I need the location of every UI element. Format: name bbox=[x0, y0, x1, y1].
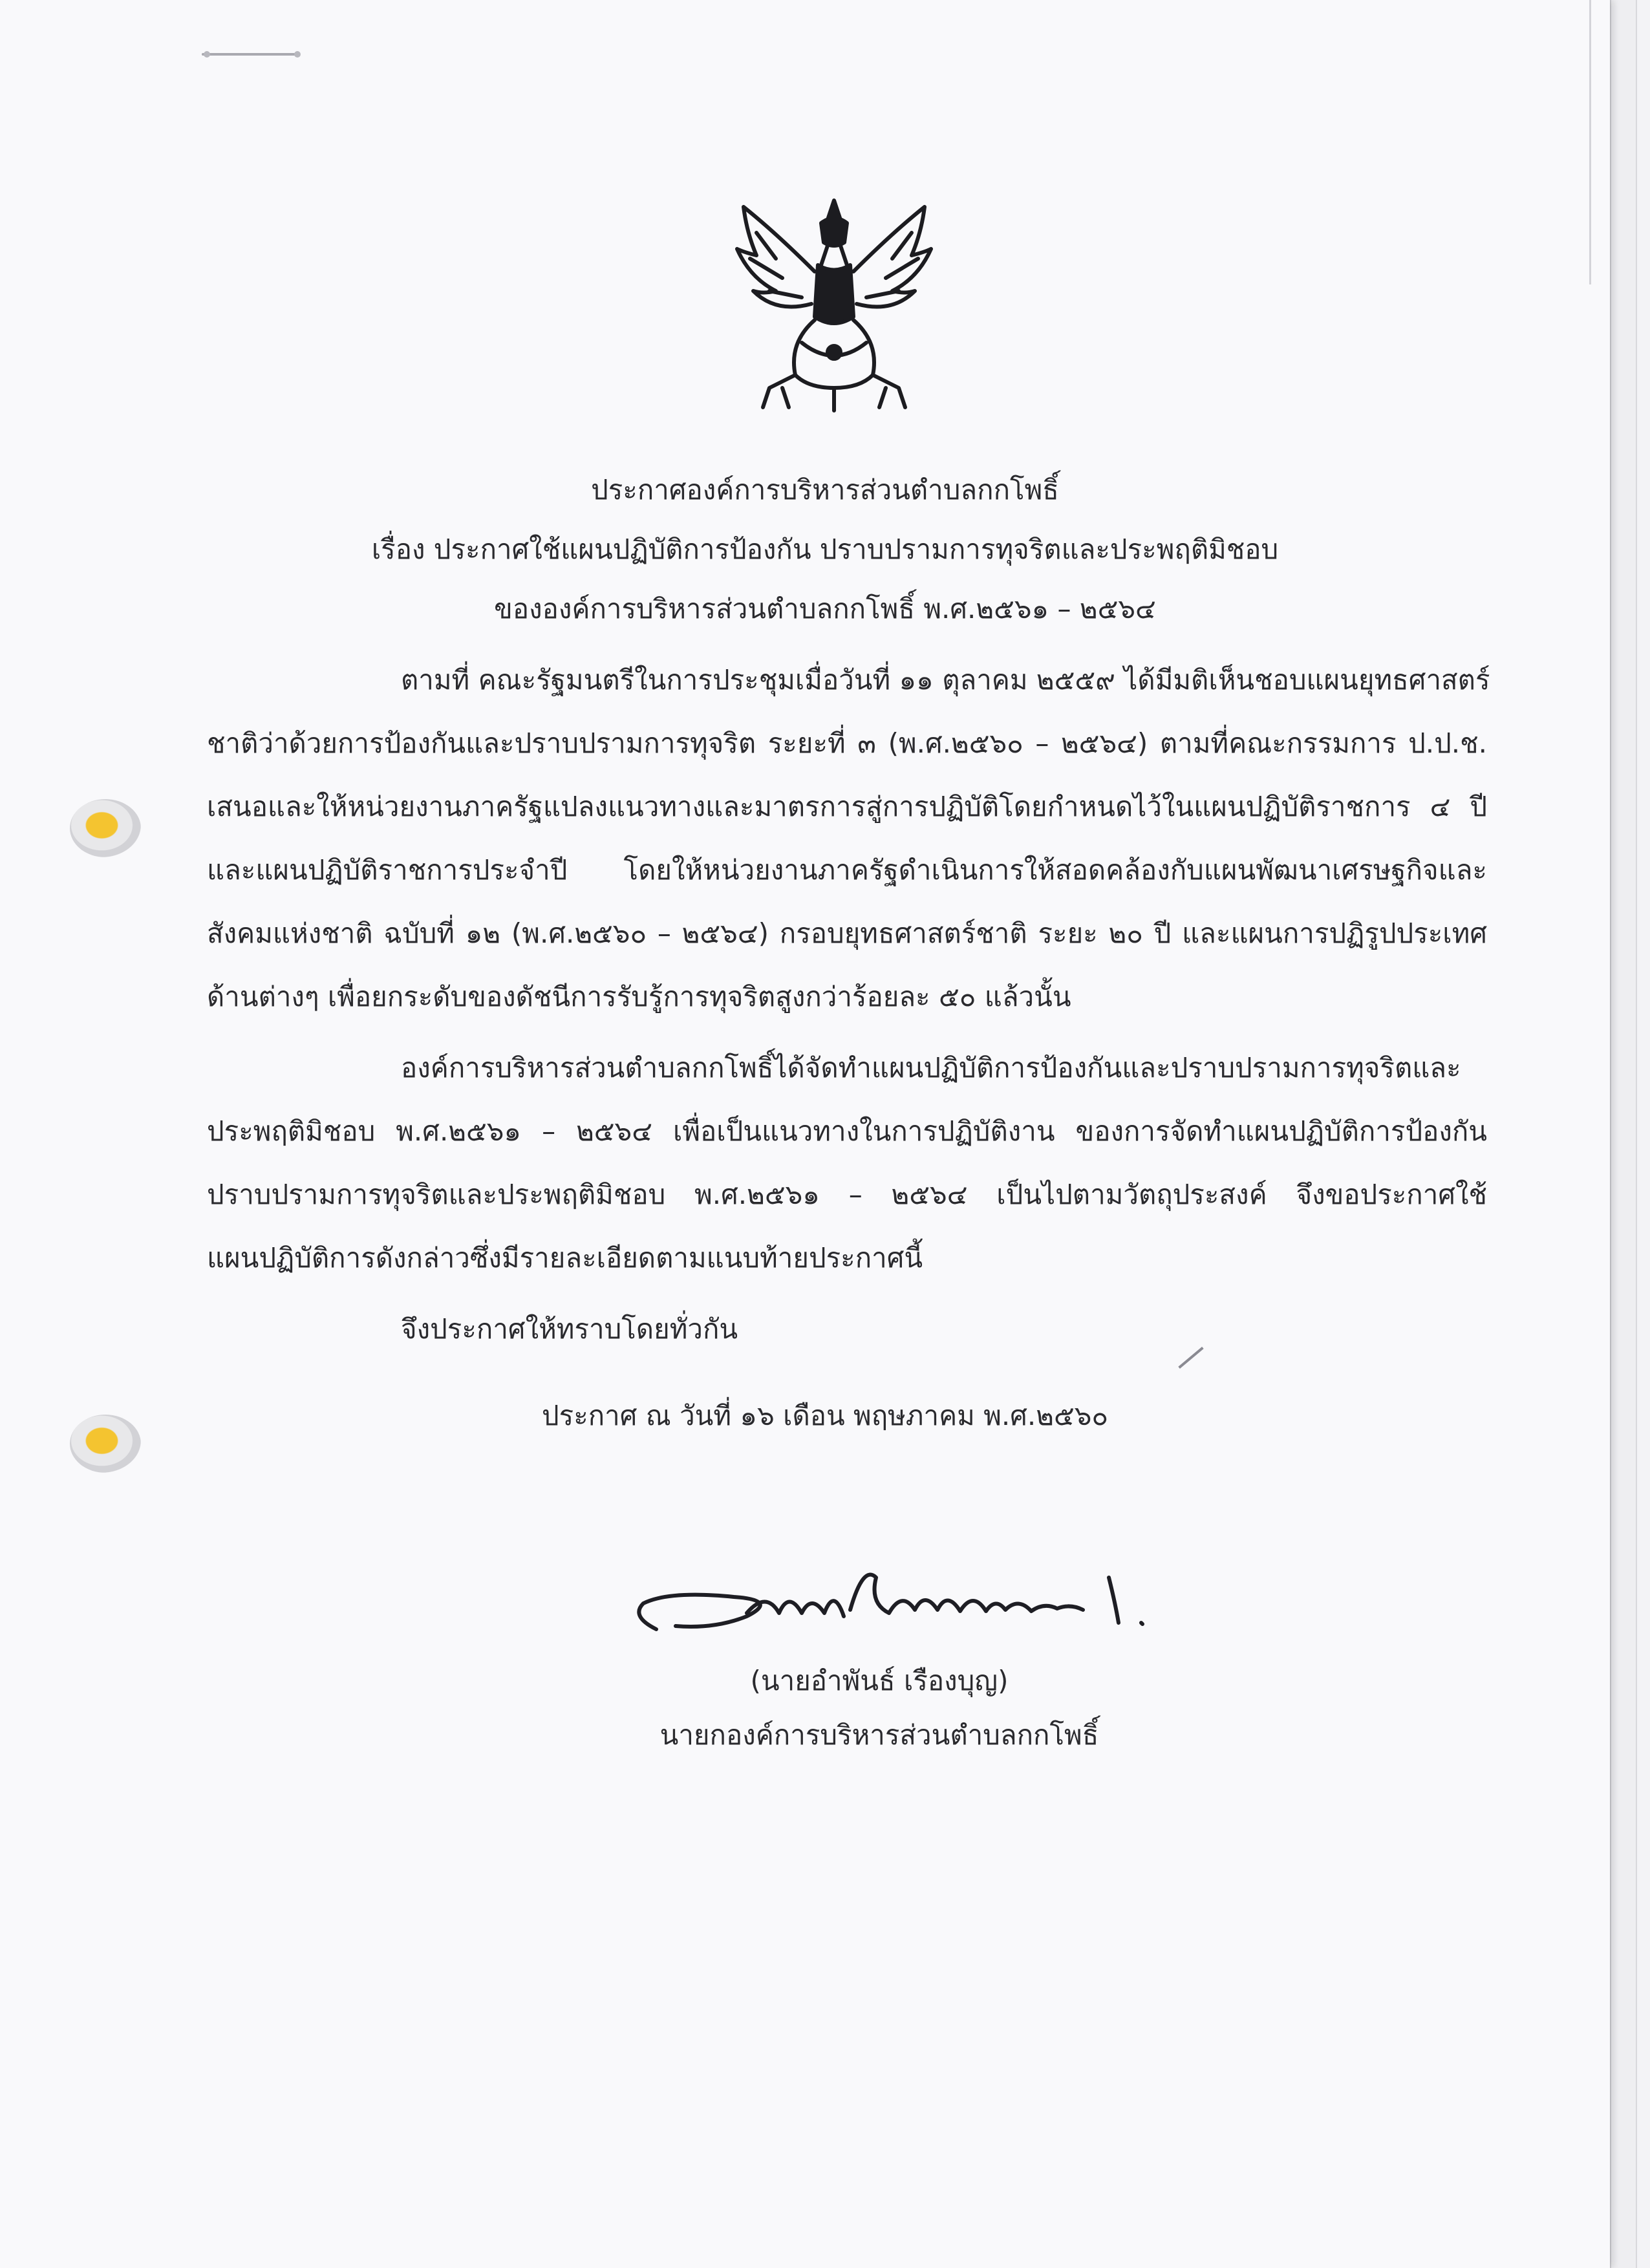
paragraph1-line: ด้านต่างๆ เพื่อยกระดับของดัชนีการรับรู้การทุจริตสูงกว่าร้อยละ ๕๐ แล้วนั้น bbox=[207, 981, 1071, 1012]
page-fold bbox=[1589, 0, 1591, 284]
pen-mark bbox=[1178, 1347, 1203, 1369]
staple-icon bbox=[200, 50, 304, 58]
closing-statement: จึงประกาศให้ทราบโดยทั่วกัน bbox=[401, 1313, 738, 1345]
paragraph1-line: เสนอและให้หน่วยงานภาครัฐแปลงแนวทางและมาตรการสู่การปฏิบัติโดยกำหนดไว้ในแผนปฏิบัติราชการ ๔ ปี bbox=[207, 791, 1487, 822]
punch-hole-top bbox=[70, 799, 141, 857]
garuda-emblem bbox=[731, 194, 938, 414]
signer-name: (นายอำพันธ์ เรืองบุญ) bbox=[750, 1665, 1009, 1696]
underlying-page-edge bbox=[1610, 0, 1637, 2268]
announcement-title: ประกาศองค์การบริหารส่วนตำบลกกโพธิ์ bbox=[591, 474, 1059, 506]
paragraph1-line: ตามที่ คณะรัฐมนตรีในการประชุมเมื่อวันที่ ๑๑ ตุลาคม ๒๕๕๙ ได้มีมติเห็นชอบแผนยุทธศาสตร์ bbox=[401, 664, 1490, 696]
paragraph2-line: ประพฤติมิชอบ พ.ศ.๒๕๖๑ – ๒๕๖๔ เพื่อเป็นแนวทางในการปฏิบัติงาน ของการจัดทำแผนปฏิบัติการป้องกัน bbox=[207, 1115, 1487, 1147]
paragraph2-line: องค์การบริหารส่วนตำบลกกโพธิ์ได้จัดทำแผนปฏิบัติการป้องกันและปราบปรามการทุจริตและ bbox=[401, 1052, 1461, 1084]
paragraph2-line: แผนปฏิบัติการดังกล่าวซึ่งมีรายละเอียดตามแนบท้ายประกาศนี้ bbox=[207, 1242, 923, 1274]
announcement-subject-line2: ขององค์การบริหารส่วนตำบลกกโพธิ์ พ.ศ.๒๕๖๑ – ๒๕๖๔ bbox=[494, 593, 1156, 625]
underlying-page-edge-2 bbox=[1636, 0, 1650, 2268]
announcement-date: ประกาศ ณ วันที่ ๑๖ เดือน พฤษภาคม พ.ศ.๒๕๖๐ bbox=[541, 1400, 1109, 1431]
paragraph2-line: ปราบปรามการทุจริตและประพฤติมิชอบ พ.ศ.๒๕๖๑ – ๒๕๖๔ เป็นไปตามวัตถุประสงค์ จึงขอประกาศใช้ bbox=[207, 1179, 1487, 1210]
announcement-subject: เรื่อง ประกาศใช้แผนปฏิบัติการป้องกัน ปราบปรามการทุจริตและประพฤติมิชอบ bbox=[371, 533, 1279, 565]
paragraph1-line: สังคมแห่งชาติ ฉบับที่ ๑๒ (พ.ศ.๒๕๖๐ – ๒๕๖๔) กรอบยุทธศาสตร์ชาติ ระยะ ๒๐ ปี และแผนการปฏิรูปประเทศ bbox=[207, 917, 1487, 949]
handwritten-signature bbox=[617, 1552, 1186, 1662]
signer-title: นายกองค์การบริหารส่วนตำบลกกโพธิ์ bbox=[659, 1719, 1099, 1751]
paragraph1-line: ชาติว่าด้วยการป้องกันและปราบปรามการทุจริต ระยะที่ ๓ (พ.ศ.๒๕๖๐ – ๒๕๖๔) ตามที่คณะกรรมการ ป.ป.ช. bbox=[207, 727, 1487, 759]
paragraph1-line: และแผนปฏิบัติราชการประจำปี โดยให้หน่วยงานภาครัฐดำเนินการให้สอดคล้องกับแผนพัฒนาเศรษฐกิจและ bbox=[207, 854, 1487, 886]
